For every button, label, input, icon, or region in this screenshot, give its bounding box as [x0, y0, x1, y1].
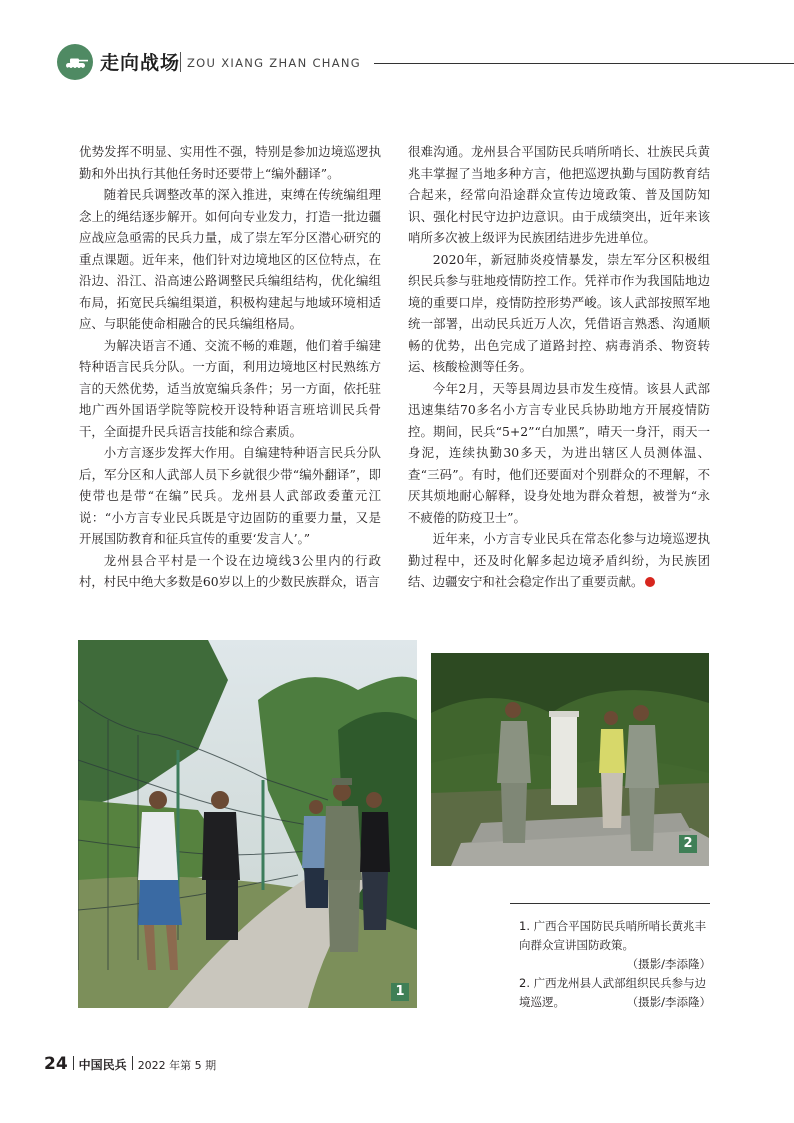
paragraph: 龙州县合平村是一个设在边境线3公里内的行政村，村民中绝大多数是60岁以上的少数民族群众，语言 [79, 552, 381, 589]
header-divider [180, 52, 181, 72]
issue-label: 2022 年第 5 期 [137, 1059, 217, 1072]
end-of-article-icon [645, 577, 655, 587]
section-title: 走向战场 [100, 52, 181, 74]
article-column-right [408, 141, 710, 593]
tank-icon [57, 44, 93, 80]
paragraph-text: 近年来，小方言专业民兵在常态化参与边境巡逻执勤过程中，还及时化解多起边境矛盾纠纷，为民族团结、边疆安宁和社会稳定作出了重要贡献。 [408, 531, 710, 589]
photo-credit: （摄影/李添隆） [626, 995, 711, 1009]
section-badge [57, 44, 93, 80]
caption-text: 2. 广西龙州县人武部组织民兵参与边境巡逻。 [519, 976, 707, 1009]
page-number: 24 [44, 1054, 68, 1074]
photo-border-patrol [431, 653, 709, 866]
paragraph: 小方言逐步发挥大作用。自编建特种语言民兵分队后，军分区和人武部人员下乡就很少带“编外翻译”，即使带也是带“在编”民兵。龙州县人武部政委董元江说：“小方言专业民兵既是守边固防的重要力量，又是开展国防教育和征兵宣传的重要‘发言人’。” [79, 445, 381, 546]
footer-divider [132, 1056, 133, 1070]
photo-border-fence [78, 640, 417, 1008]
caption-text: 1. 广西合平国防民兵哨所哨长黄兆丰向群众宣讲国防政策。 [519, 919, 707, 952]
section-subtitle: ZOU XIANG ZHAN CHANG [187, 56, 362, 70]
page-footer [44, 1054, 216, 1074]
photo-number-badge: 1 [391, 983, 409, 1001]
photo-number-badge: 2 [679, 835, 697, 853]
paragraph: 很难沟通。龙州县合平国防民兵哨所哨长、壮族民兵黄兆丰掌握了当地多种方言，他把巡逻执勤与国防教育结合起来，经常向沿途群众宣传边境政策、普及国防知识、强化村民守边护边意识。由于成绩突出，近年来该哨所多次被上级评为民族团结进步先进单位。 [408, 144, 710, 245]
paragraph: 今年2月，天等县周边县市发生疫情。该县人武部迅速集结70多名小方言专业民兵协助地方开展疫情防控。期间，民兵“5+2”“白加黑”，晴天一身汗，雨天一身泥，连续执勤30多天，为进出辖区人员测体温、查“三码”。有时，他们还要面对个别群众的不理解，不厌其烦地耐心解释，设身处地为群众着想，被誉为“永不疲倦的防疫卫士”。 [408, 380, 710, 525]
paragraph-last [408, 528, 710, 593]
footer-divider [73, 1056, 74, 1070]
paragraph: 随着民兵调整改革的深入推进，束缚在传统编组理念上的绳结逐步解开。如何向专业发力，打造一批边疆应战应急亟需的民兵力量，成了崇左军分区潜心研究的重点课题。近年来，他们针对边境地区的区位特点，在沿边、沿江、沿高速公路调整民兵编组结构，优化编组布局，拓宽民兵编组渠道，积极构建起与地域环境相适应、与职能使命相融合的民兵编组格局。 [79, 187, 381, 331]
magazine-name: 中国民兵 [78, 1058, 127, 1072]
article-column-left [79, 141, 381, 593]
paragraph: 2020年，新冠肺炎疫情暴发，崇左军分区积极组织民兵参与驻地疫情防控工作。凭祥市作为我国陆地边境的重要口岸，疫情防控形势严峻。该人武部按照军地统一部署，出动民兵近万人次，凭借语言熟悉、沟通顺畅的优势，出色完成了道路封控、病毒消杀、物资转运、核酸检测等任务。 [408, 251, 710, 374]
caption-rule [510, 903, 710, 904]
caption-item [519, 974, 711, 1012]
photo-credit: （摄影/李添隆） [626, 957, 711, 971]
paragraph: 为解决语言不通、交流不畅的难题，他们着手编建特种语言民兵分队。一方面，利用边境地区村民熟练方言的天然优势，适当放宽编兵条件；另一方面，依托驻地广西外国语学院等院校开设特种语言班培训民兵骨干，全面提升民兵语言技能和综合素质。 [79, 337, 381, 439]
paragraph: 优势发挥不明显、实用性不强，特别是参加边境巡逻执勤和外出执行其他任务时还要带上“编外翻译”。 [79, 144, 381, 181]
photo-captions [519, 917, 711, 1012]
caption-item [519, 917, 711, 974]
header-rule [374, 63, 794, 64]
